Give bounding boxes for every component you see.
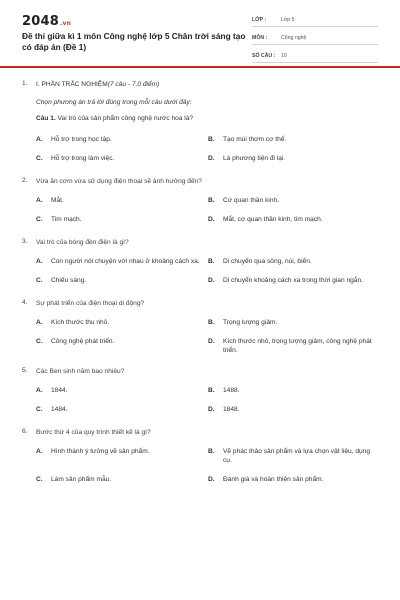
item-number: 6. bbox=[22, 428, 28, 435]
option-letter: B. bbox=[208, 258, 215, 265]
question-text: Vai trò của bóng đèn điện là gì? bbox=[36, 239, 129, 246]
option-text: 1484. bbox=[51, 406, 68, 413]
option-letter: A. bbox=[36, 258, 43, 265]
answer-option[interactable] bbox=[208, 196, 380, 205]
options-grid bbox=[36, 196, 382, 224]
section-title bbox=[36, 80, 382, 89]
answer-option[interactable] bbox=[208, 276, 380, 285]
question-block bbox=[22, 299, 382, 355]
site-logo[interactable] bbox=[22, 14, 71, 29]
answer-option[interactable] bbox=[36, 318, 208, 327]
question-block bbox=[22, 238, 382, 285]
options-grid bbox=[36, 257, 382, 285]
option-text: Làm sản phẩm mẫu. bbox=[51, 476, 112, 483]
option-text: Là phương tiện đi lại. bbox=[223, 155, 286, 162]
option-text: Tạo mùi thơm cơ thể. bbox=[223, 136, 287, 143]
meta-label: LỚP : bbox=[252, 16, 267, 23]
option-text: 1844. bbox=[51, 387, 68, 394]
option-text: Chiếu sáng. bbox=[51, 277, 87, 284]
option-text: Hình thành ý tưởng về sản phẩm. bbox=[51, 448, 150, 455]
document-header bbox=[0, 0, 400, 64]
option-letter: D. bbox=[208, 216, 215, 223]
meta-row-question-count bbox=[252, 49, 378, 63]
option-letter: B. bbox=[208, 319, 215, 326]
option-text: Tim mạch. bbox=[51, 216, 82, 223]
meta-label: SỐ CÂU : bbox=[252, 52, 276, 59]
option-letter: C. bbox=[36, 476, 43, 483]
answer-option[interactable] bbox=[36, 405, 208, 414]
item-number: 4. bbox=[22, 299, 28, 306]
answer-option[interactable] bbox=[208, 337, 380, 355]
option-letter: B. bbox=[208, 448, 215, 455]
question-block bbox=[22, 428, 382, 484]
answer-option[interactable] bbox=[36, 196, 208, 205]
meta-value: Lớp 5 bbox=[281, 16, 295, 23]
question-text: Sự phát triển của điện thoại di động? bbox=[36, 300, 145, 307]
question-text bbox=[36, 115, 382, 122]
option-letter: D. bbox=[208, 476, 215, 483]
option-letter: C. bbox=[36, 216, 43, 223]
options-grid bbox=[36, 447, 382, 484]
answer-option[interactable] bbox=[208, 154, 380, 163]
option-text: Di chuyển khoảng cách xa trong thời gian ngắn. bbox=[223, 277, 363, 284]
option-text: Mắt, cơ quan thần kinh, tim mạch. bbox=[223, 216, 323, 223]
item-number: 5. bbox=[22, 367, 28, 374]
option-text: Con người nói chuyện với nhau ở khoảng cách xa. bbox=[51, 258, 200, 265]
option-letter: B. bbox=[208, 387, 215, 394]
section-title-text: I. PHẦN TRẮC NGHIỆM bbox=[36, 81, 108, 88]
section-hint: (7 câu - 7,0 điểm) bbox=[107, 81, 160, 88]
option-text: Kích thước thu nhỏ. bbox=[51, 319, 110, 326]
answer-option[interactable] bbox=[208, 405, 380, 414]
option-text: Vẽ phác thảo sản phẩm và lựa chọn vật liệu, dụng cụ. bbox=[223, 448, 371, 464]
option-text: Hỗ trợ trong làm việc. bbox=[51, 155, 115, 162]
options-grid bbox=[36, 318, 382, 355]
answer-option[interactable] bbox=[36, 154, 208, 163]
option-letter: A. bbox=[36, 387, 43, 394]
meta-row-subject bbox=[252, 31, 378, 45]
options-grid bbox=[36, 386, 382, 414]
option-text: Mắt. bbox=[51, 197, 64, 204]
answer-option[interactable] bbox=[208, 475, 380, 484]
question-text: Các Ben sinh năm bao nhiêu? bbox=[36, 368, 125, 375]
option-letter: D. bbox=[208, 155, 215, 162]
option-letter: B. bbox=[208, 136, 215, 143]
question-block bbox=[22, 80, 382, 163]
option-text: Di chuyển qua sông, núi, biển. bbox=[223, 258, 312, 265]
option-letter: C. bbox=[36, 406, 43, 413]
option-text: 1488. bbox=[223, 387, 240, 394]
answer-option[interactable] bbox=[36, 475, 208, 484]
question-text: Bước thứ 4 của quy trình thiết kế là gì? bbox=[36, 429, 151, 436]
option-text: Kích thước nhỏ, trọng lượng giảm, công nghệ phát triển. bbox=[223, 338, 372, 354]
document-meta bbox=[252, 13, 378, 67]
question-text-content: Vai trò của sản phẩm công nghệ nước hoa là? bbox=[57, 115, 194, 122]
option-letter: B. bbox=[208, 197, 215, 204]
document-title: Đề thi giữa kì 1 môn Công nghệ lớp 5 Chân trời sáng tạo có đáp án (Đề 1) bbox=[22, 31, 246, 52]
option-letter: D. bbox=[208, 406, 215, 413]
item-number: 1. bbox=[22, 80, 28, 87]
answer-option[interactable] bbox=[36, 276, 208, 285]
exam-content bbox=[22, 80, 382, 484]
meta-value: Công nghệ bbox=[281, 34, 307, 41]
question-text: Vừa ăn cơm vừa sử dụng điện thoại sẽ ảnh hưởng đến? bbox=[36, 178, 202, 185]
options-grid bbox=[36, 135, 382, 163]
option-text: Trọng lượng giảm. bbox=[223, 319, 278, 326]
answer-option[interactable] bbox=[36, 215, 208, 224]
meta-value: 10 bbox=[281, 52, 287, 59]
option-letter: A. bbox=[36, 197, 43, 204]
meta-label: MÔN : bbox=[252, 34, 268, 41]
meta-row-class bbox=[252, 13, 378, 27]
option-text: Đánh giá và hoàn thiện sản phẩm. bbox=[223, 476, 324, 483]
option-text: Cơ quan thần kinh. bbox=[223, 197, 280, 204]
logo-text: 2048 bbox=[22, 14, 59, 29]
answer-option[interactable] bbox=[36, 337, 208, 355]
option-letter: A. bbox=[36, 448, 43, 455]
option-letter: C. bbox=[36, 338, 43, 345]
option-text: 1848. bbox=[223, 406, 240, 413]
answer-option[interactable] bbox=[36, 386, 208, 395]
item-number: 3. bbox=[22, 238, 28, 245]
question-prefix: Câu 1. bbox=[36, 115, 56, 122]
option-text: Hỗ trợ trong học tập. bbox=[51, 136, 112, 143]
option-letter: C. bbox=[36, 277, 43, 284]
option-letter: D. bbox=[208, 338, 215, 345]
answer-option[interactable] bbox=[208, 386, 380, 395]
answer-option[interactable] bbox=[208, 135, 380, 144]
option-letter: C. bbox=[36, 155, 43, 162]
answer-option[interactable] bbox=[36, 135, 208, 144]
answer-option[interactable] bbox=[208, 257, 380, 266]
section-instruction: Chọn phương án trả lời đúng trong mỗi câu dưới đây: bbox=[36, 99, 192, 106]
logo-tld: .vn bbox=[59, 20, 72, 27]
answer-option[interactable] bbox=[36, 447, 208, 465]
item-number: 2. bbox=[22, 177, 28, 184]
option-text: Công nghệ phát triển. bbox=[51, 338, 115, 345]
option-letter: A. bbox=[36, 136, 43, 143]
question-block bbox=[22, 367, 382, 414]
option-letter: A. bbox=[36, 319, 43, 326]
option-letter: D. bbox=[208, 277, 215, 284]
header-divider bbox=[0, 66, 400, 68]
answer-option[interactable] bbox=[208, 215, 380, 224]
answer-option[interactable] bbox=[36, 257, 208, 266]
question-block bbox=[22, 177, 382, 224]
answer-option[interactable] bbox=[208, 318, 380, 327]
answer-option[interactable] bbox=[208, 447, 380, 465]
